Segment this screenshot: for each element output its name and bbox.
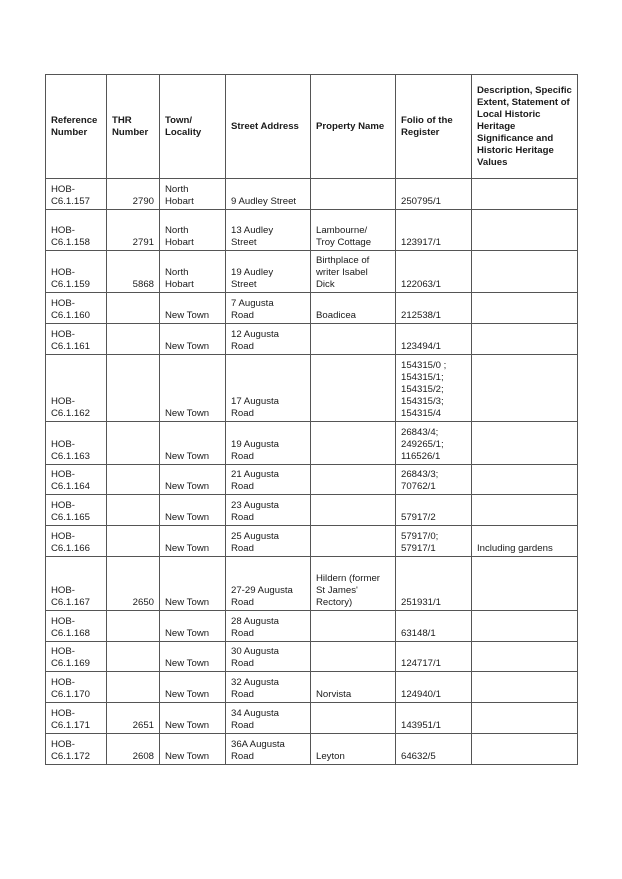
cell-property-name [311,526,396,557]
header-property-name: Property Name [311,75,396,179]
cell-property-name-text: Leyton [316,751,345,762]
cell-reference-number [46,557,107,611]
header-street-address: Street Address [226,75,311,179]
cell-folio-text: 124717/1 [401,658,442,669]
cell-property-name [311,324,396,355]
cell-folio [396,734,472,765]
cell-reference-number-text: HOB- C6.1.163 [51,439,90,462]
cell-property-name-text: Birthplace of writer Isabel Dick [316,255,370,290]
cell-thr-number [107,251,160,293]
cell-town-locality [160,672,226,703]
cell-property-name [311,642,396,672]
cell-street-address-text: 30 Augusta Road [231,646,280,669]
cell-town-locality-text: New Town [165,408,210,419]
cell-town-locality [160,210,226,251]
cell-street-address-text: 12 Augusta Road [231,329,280,352]
cell-property-name [311,495,396,526]
cell-town-locality [160,293,226,324]
cell-folio [396,611,472,642]
cell-folio [396,465,472,495]
cell-reference-number [46,526,107,557]
cell-town-locality-text: New Town [165,543,210,554]
cell-street-address [226,611,311,642]
cell-description [472,703,578,734]
cell-street-address [226,495,311,526]
header-town-locality: Town/ Locality [160,75,226,179]
cell-reference-number [46,422,107,465]
table-row [46,179,578,210]
cell-town-locality-text: New Town [165,310,210,321]
cell-town-locality-text: New Town [165,689,210,700]
cell-folio [396,293,472,324]
cell-thr-number [107,703,160,734]
cell-property-name [311,355,396,422]
cell-reference-number [46,324,107,355]
table-header-row [46,75,578,179]
cell-reference-number-text: HOB- C6.1.160 [51,298,90,321]
cell-reference-number-text: HOB- C6.1.158 [51,225,90,248]
header-folio: Folio of the Register [396,75,472,179]
cell-reference-number [46,179,107,210]
cell-street-address [226,557,311,611]
cell-town-locality [160,703,226,734]
cell-description [472,179,578,210]
cell-thr-number [107,526,160,557]
cell-town-locality [160,465,226,495]
cell-description [472,355,578,422]
cell-property-name [311,734,396,765]
cell-town-locality [160,642,226,672]
cell-street-address-text: 19 Augusta Road [231,439,280,462]
cell-reference-number-text: HOB- C6.1.168 [51,616,90,639]
cell-street-address [226,703,311,734]
cell-street-address-text: 19 Audley Street [231,267,274,290]
cell-town-locality [160,495,226,526]
cell-reference-number [46,611,107,642]
cell-thr-number [107,495,160,526]
cell-folio-text: 124940/1 [401,689,442,700]
table-row [46,672,578,703]
cell-street-address [226,293,311,324]
cell-street-address-text: 21 Augusta Road [231,469,280,492]
cell-street-address [226,324,311,355]
cell-folio-text: 26843/3; 70762/1 [401,469,439,492]
cell-thr-number [107,179,160,210]
table-row [46,526,578,557]
cell-reference-number [46,210,107,251]
table-row [46,703,578,734]
cell-folio [396,324,472,355]
cell-street-address-text: 13 Audley Street [231,225,274,248]
cell-thr-number-text: 2651 [132,720,154,731]
cell-street-address-text: 7 Augusta Road [231,298,274,321]
cell-property-name [311,557,396,611]
table-row [46,734,578,765]
cell-folio [396,672,472,703]
cell-folio-text: 154315/0 ; 154315/1; 154315/2; 154315/3; 154315/4 [401,360,447,419]
cell-description [472,324,578,355]
cell-thr-number [107,293,160,324]
cell-folio [396,179,472,210]
table-row [46,324,578,355]
cell-folio-text: 123494/1 [401,341,442,352]
cell-street-address-text: 23 Augusta Road [231,500,280,523]
cell-description [472,611,578,642]
cell-folio-text: 251931/1 [401,597,442,608]
cell-property-name [311,672,396,703]
cell-street-address [226,251,311,293]
cell-town-locality [160,355,226,422]
cell-reference-number-text: HOB- C6.1.169 [51,646,90,669]
cell-reference-number [46,495,107,526]
cell-town-locality [160,734,226,765]
cell-property-name [311,611,396,642]
header-reference-number: Reference Number [46,75,107,179]
cell-thr-number [107,355,160,422]
cell-street-address-text: 32 Augusta Road [231,677,280,700]
cell-town-locality-text: New Town [165,451,210,462]
table-row [46,422,578,465]
cell-street-address [226,734,311,765]
cell-reference-number-text: HOB- C6.1.165 [51,500,90,523]
cell-town-locality-text: New Town [165,751,210,762]
cell-street-address [226,422,311,465]
cell-thr-number-text: 5868 [132,279,154,290]
cell-description [472,495,578,526]
cell-reference-number-text: HOB- C6.1.171 [51,708,90,731]
cell-property-name [311,293,396,324]
cell-street-address [226,210,311,251]
cell-street-address [226,465,311,495]
cell-thr-number-text: 2650 [132,597,154,608]
cell-folio [396,355,472,422]
table-row [46,293,578,324]
cell-street-address [226,355,311,422]
cell-town-locality [160,611,226,642]
cell-thr-number-text: 2791 [132,237,154,248]
cell-reference-number [46,734,107,765]
cell-folio-text: 63148/1 [401,628,436,639]
cell-thr-number [107,672,160,703]
table-row [46,210,578,251]
cell-thr-number-text: 2608 [132,751,154,762]
cell-town-locality-text: North Hobart [165,267,194,290]
cell-street-address [226,179,311,210]
cell-thr-number-text: 2790 [132,196,154,207]
cell-folio [396,251,472,293]
cell-property-name-text: Boadicea [316,310,357,321]
cell-property-name [311,251,396,293]
cell-description [472,672,578,703]
cell-folio-text: 143951/1 [401,720,442,731]
header-thr-number: THR Number [107,75,160,179]
cell-thr-number [107,324,160,355]
cell-reference-number-text: HOB- C6.1.159 [51,267,90,290]
cell-reference-number-text: HOB- C6.1.162 [51,396,90,419]
table-row [46,355,578,422]
header-description: Description, Specific Extent, Statement of Local Historic Heritage Significance and Historic Heritage Values [472,75,578,179]
cell-reference-number [46,355,107,422]
cell-reference-number-text: HOB- C6.1.172 [51,739,90,762]
cell-property-name-text: Hildern (former St James' Rectory) [316,573,380,608]
table-row [46,557,578,611]
cell-town-locality [160,324,226,355]
cell-thr-number [107,465,160,495]
cell-folio [396,422,472,465]
cell-street-address [226,526,311,557]
cell-thr-number [107,557,160,611]
cell-description [472,642,578,672]
cell-street-address-text: 25 Augusta Road [231,531,280,554]
cell-street-address-text: 28 Augusta Road [231,616,280,639]
cell-property-name [311,465,396,495]
cell-property-name [311,422,396,465]
cell-town-locality [160,251,226,293]
cell-thr-number [107,422,160,465]
cell-reference-number [46,672,107,703]
table-row [46,611,578,642]
cell-description [472,251,578,293]
cell-property-name-text: Norvista [316,689,352,700]
cell-folio-text: 64632/5 [401,751,436,762]
cell-reference-number [46,642,107,672]
cell-town-locality [160,526,226,557]
heritage-register-table [45,74,578,765]
cell-thr-number [107,642,160,672]
cell-description [472,293,578,324]
cell-description [472,734,578,765]
cell-folio [396,210,472,251]
cell-street-address-text: 17 Augusta Road [231,396,280,419]
cell-thr-number [107,734,160,765]
cell-folio [396,703,472,734]
cell-folio-text: 250795/1 [401,196,442,207]
cell-thr-number [107,210,160,251]
cell-town-locality [160,422,226,465]
cell-town-locality-text: North Hobart [165,225,194,248]
cell-folio-text: 212538/1 [401,310,442,321]
cell-street-address [226,672,311,703]
cell-town-locality-text: New Town [165,720,210,731]
cell-reference-number-text: HOB- C6.1.167 [51,585,90,608]
cell-folio [396,642,472,672]
cell-description [472,465,578,495]
table-row [46,251,578,293]
cell-description [472,422,578,465]
cell-folio-text: 26843/4; 249265/1; 116526/1 [401,427,444,462]
cell-folio-text: 57917/0; 57917/1 [401,531,439,554]
cell-description-text: Including gardens [477,543,553,554]
cell-property-name [311,703,396,734]
cell-property-name [311,179,396,210]
cell-folio [396,526,472,557]
cell-reference-number-text: HOB- C6.1.166 [51,531,90,554]
cell-folio [396,495,472,526]
cell-reference-number [46,251,107,293]
cell-folio [396,557,472,611]
cell-town-locality [160,179,226,210]
cell-street-address-text: 34 Augusta Road [231,708,280,731]
cell-street-address-text: 27-29 Augusta Road [231,585,293,608]
cell-street-address [226,642,311,672]
cell-property-name [311,210,396,251]
cell-reference-number-text: HOB- C6.1.170 [51,677,90,700]
cell-description [472,210,578,251]
cell-property-name-text: Lambourne/ Troy Cottage [316,225,372,248]
table-row [46,642,578,672]
cell-town-locality-text: New Town [165,481,210,492]
cell-folio-text: 57917/2 [401,512,436,523]
cell-town-locality-text: New Town [165,658,210,669]
cell-reference-number-text: HOB- C6.1.157 [51,184,90,207]
cell-thr-number [107,611,160,642]
cell-town-locality-text: New Town [165,597,210,608]
cell-reference-number [46,465,107,495]
cell-town-locality-text: North Hobart [165,184,194,207]
cell-town-locality-text: New Town [165,512,210,523]
cell-reference-number [46,703,107,734]
cell-folio-text: 122063/1 [401,279,442,290]
cell-town-locality-text: New Town [165,341,210,352]
cell-town-locality-text: New Town [165,628,210,639]
cell-street-address-text: 36A Augusta Road [231,739,285,762]
cell-description [472,557,578,611]
cell-description [472,526,578,557]
cell-town-locality [160,557,226,611]
cell-reference-number-text: HOB- C6.1.161 [51,329,90,352]
cell-reference-number [46,293,107,324]
table-row [46,495,578,526]
table-row [46,465,578,495]
cell-folio-text: 123917/1 [401,237,442,248]
cell-street-address-text: 9 Audley Street [231,196,297,207]
cell-reference-number-text: HOB- C6.1.164 [51,469,90,492]
